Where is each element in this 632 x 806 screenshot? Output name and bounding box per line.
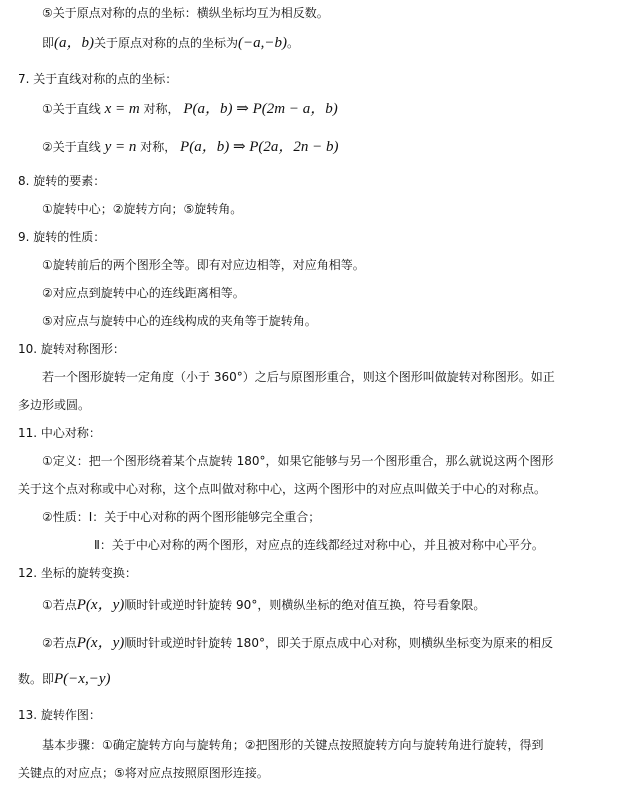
- line-y-formula: P(a，b) ⇒ P(2a，2n − b): [180, 139, 339, 155]
- rotation-180-point: P(x，y): [76, 635, 125, 651]
- rotation-180-continued: [18, 670, 110, 688]
- line-x-symmetry: [42, 100, 338, 118]
- line-x-prefix: ①关于直线: [42, 102, 101, 116]
- rotation-drawing-steps-1: 基本步骤：①确定旋转方向与旋转角；②把图形的关键点按照旋转方向与旋转角进行旋转，得到: [42, 738, 544, 752]
- line-y-mid: 对称，: [140, 140, 177, 154]
- central-symmetry-property-1: ②性质：Ⅰ：关于中心对称的两个图形能够完全重合；: [42, 510, 321, 524]
- rotation-90-point: P(x，y): [76, 597, 125, 613]
- line-x-equation: x = m: [104, 101, 140, 117]
- line-y-equation: y = n: [104, 139, 137, 155]
- rotation-property-2: ②对应点到旋转中心的连线距离相等。: [42, 286, 245, 300]
- central-symmetry-definition-2: 关于这个点对称或中心对称，这个点叫做对称中心，这两个图形中的对应点叫做关于中心的对称点。: [18, 482, 547, 496]
- rotation-drawing-steps-2: 关键点的对应点；⑤将对应点按照原图形连接。: [18, 766, 269, 780]
- rotation-180-prefix: ②若点: [42, 636, 77, 650]
- rotation-90-text: 顺时针或逆时针旋转 90°，则横纵坐标的绝对值互换，符号看象限。: [124, 598, 486, 612]
- rotational-symmetry-line-1: 若一个图形旋转一定角度（小于 360°）之后与原图形重合，则这个图形叫做旋转对称图形。如正: [42, 370, 555, 384]
- rotation-180-text: 顺时针或逆时针旋转 180°，即关于原点成中心对称，则横纵坐标变为原来的相反: [124, 636, 553, 650]
- central-symmetry-property-2: Ⅱ：关于中心对称的两个图形，对应点的连线都经过对称中心，并且被对称中心平分。: [94, 538, 544, 552]
- origin-symmetry-example: [42, 34, 299, 52]
- point-neg-a-neg-b: (−a,−b): [238, 35, 288, 51]
- point-a-b: (a，b): [54, 35, 95, 51]
- origin-symmetry-rule: ⑤关于原点对称的点的坐标：横纵坐标均互为相反数。: [42, 6, 329, 20]
- rotation-property-1: ①旋转前后的两个图形全等。即有对应边相等，对应角相等。: [42, 258, 365, 272]
- example-prefix: 即: [42, 36, 55, 50]
- example-suffix: 。: [287, 36, 300, 50]
- line-x-formula: P(a，b) ⇒ P(2m − a，b): [183, 101, 338, 117]
- section-8-title: 8. 旋转的要素：: [18, 174, 106, 188]
- rotation-90-prefix: ①若点: [42, 598, 77, 612]
- section-13-title: 13. 旋转作图：: [18, 708, 101, 722]
- example-middle: 关于原点对称的点的坐标为: [94, 36, 239, 50]
- line-y-prefix: ②关于直线: [42, 140, 101, 154]
- section-12-title: 12. 坐标的旋转变换：: [18, 566, 137, 580]
- rotation-90-rule: [42, 596, 485, 614]
- line-y-symmetry: [42, 138, 339, 156]
- section-11-title: 11. 中心对称：: [18, 426, 101, 440]
- rotation-180-rule: [42, 634, 553, 652]
- rotation-180-result: P(−x,−y): [54, 671, 111, 687]
- section-10-title: 10. 旋转对称图形：: [18, 342, 125, 356]
- rotational-symmetry-line-2: 多边形或圆。: [18, 398, 91, 412]
- rotation-180-cont-text: 数。即: [18, 672, 55, 686]
- section-9-title: 9. 旋转的性质：: [18, 230, 106, 244]
- rotation-property-3: ⑤对应点与旋转中心的连线构成的夹角等于旋转角。: [42, 314, 317, 328]
- line-x-mid: 对称，: [143, 102, 180, 116]
- section-7-title: 7. 关于直线对称的点的坐标：: [18, 72, 178, 86]
- central-symmetry-definition-1: ①定义：把一个图形绕着某个点旋转 180°，如果它能够与另一个图形重合，那么就说这两个图形: [42, 454, 554, 468]
- rotation-elements: ①旋转中心；②旋转方向；⑤旋转角。: [42, 202, 243, 216]
